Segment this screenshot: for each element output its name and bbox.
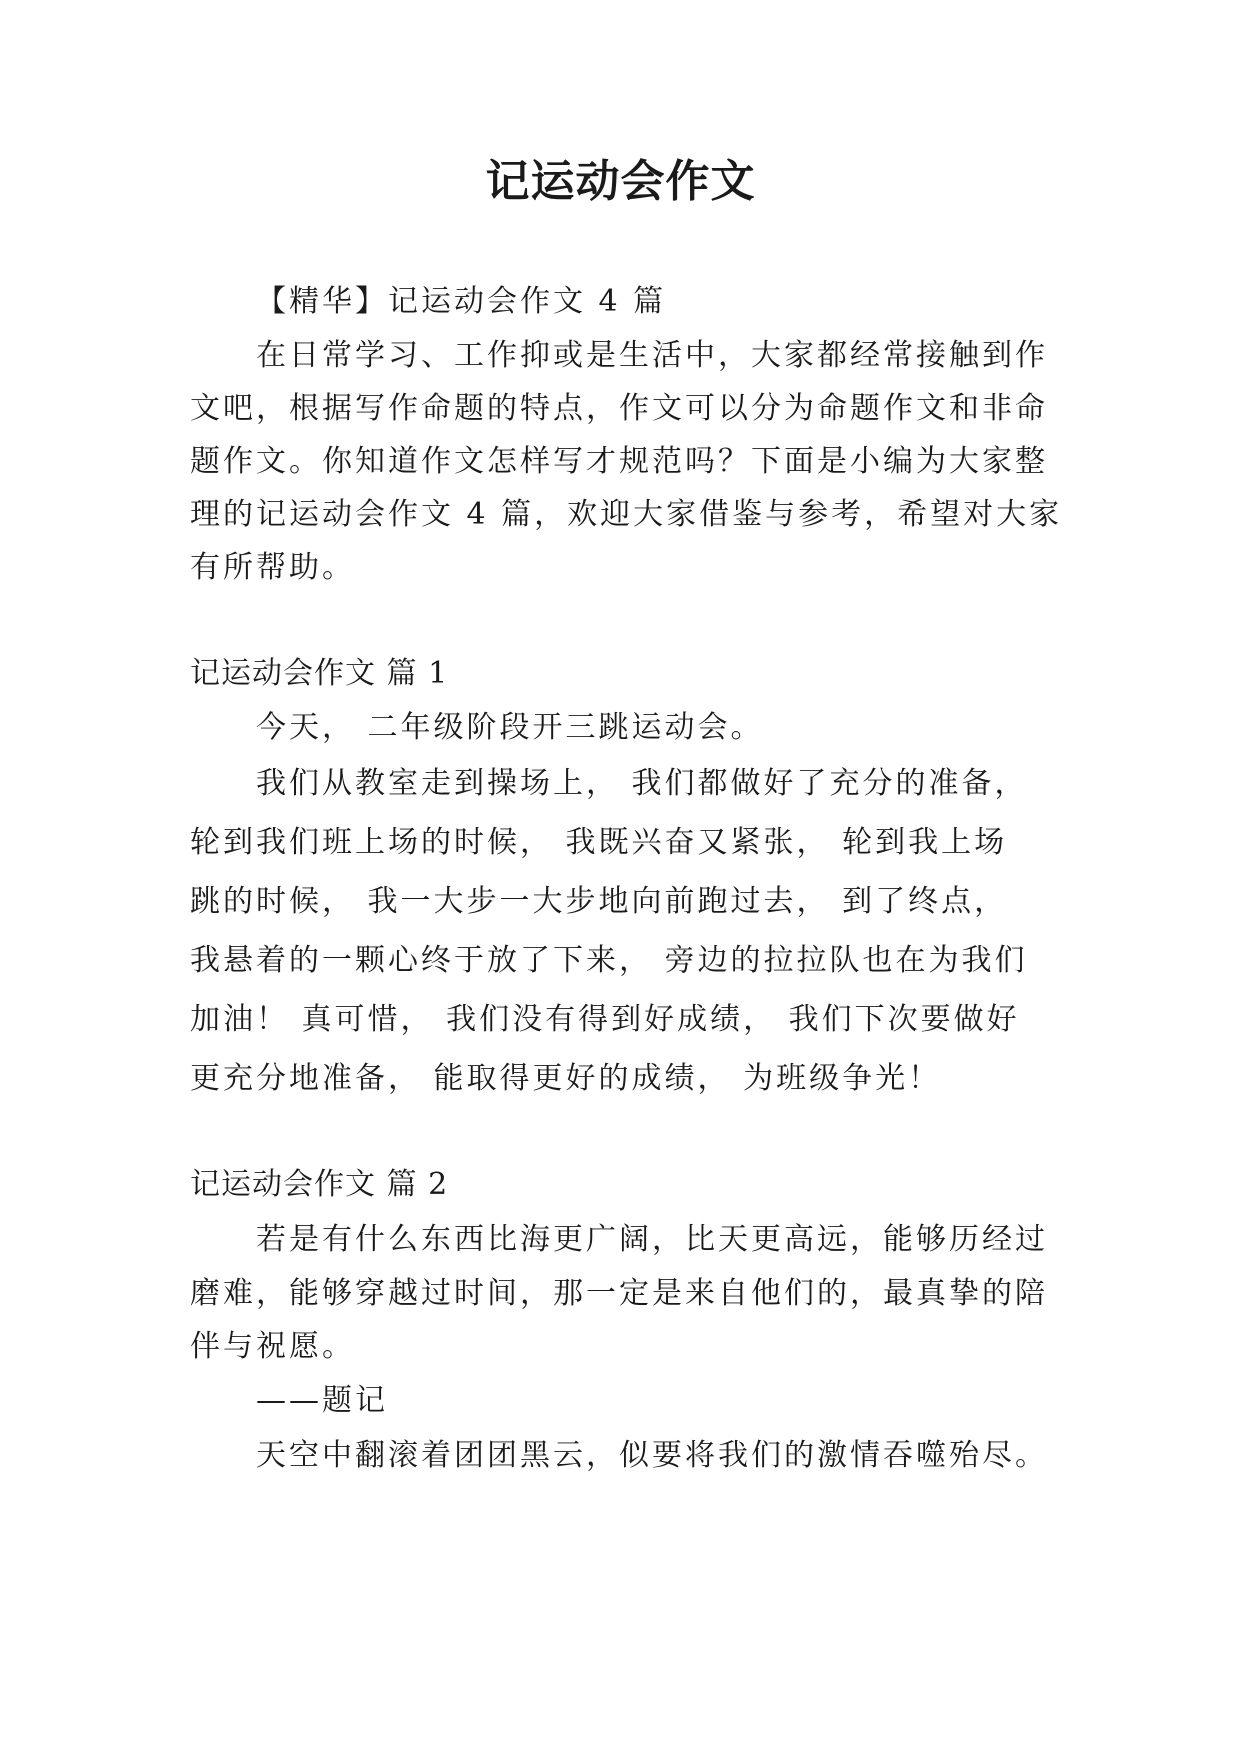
- intro-line: 文吧，根据写作命题的特点，作文可以分为命题作文和非命: [190, 391, 1048, 426]
- intro-line: 题作文。你知道作文怎样写才规范吗？下面是小编为大家整: [190, 444, 1048, 479]
- article-2-line: 天空中翻滚着团团黑云，似要将我们的激情吞噬殆尽。: [256, 1438, 1048, 1473]
- article-2-line: 磨难，能够穿越过时间，那一定是来自他们的，最真挚的陪: [190, 1276, 1048, 1311]
- article-1-line: 今天， 二年级阶段开三跳运动会。: [256, 710, 764, 745]
- intro-line: 理的记运动会作文 4 篇，欢迎大家借鉴与参考，希望对大家: [190, 497, 1063, 532]
- article-1-line: 我们从教室走到操场上， 我们都做好了充分的准备，: [256, 766, 1028, 801]
- article-1-line: 轮到我们班上场的时候， 我既兴奋又紧张， 轮到我上场: [190, 825, 1008, 860]
- article-2-line: 若是有什么东西比海更广阔，比天更高远，能够历经过: [256, 1222, 1048, 1257]
- document-title: 记运动会作文: [485, 156, 756, 207]
- intro-subtitle: 【精华】记运动会作文 4 篇: [256, 284, 667, 319]
- article-1-line: 我悬着的一颗心终于放了下来， 旁边的拉拉队也在为我们: [190, 943, 1028, 978]
- article-1-heading: 记运动会作文 篇 1: [190, 656, 449, 691]
- article-2-epigraph: ——题记: [256, 1383, 388, 1418]
- article-2-line: 伴与祝愿。: [190, 1329, 355, 1364]
- article-1-line: 加油！ 真可惜， 我们没有得到好成绩， 我们下次要做好: [190, 1002, 1020, 1037]
- article-2-heading: 记运动会作文 篇 2: [190, 1167, 449, 1202]
- article-1-line: 更充分地准备， 能取得更好的成绩， 为班级争光！: [190, 1061, 942, 1096]
- intro-line: 在日常学习、工作抑或是生活中，大家都经常接触到作: [256, 338, 1048, 373]
- article-1-line: 跳的时候， 我一大步一大步地向前跑过去， 到了终点，: [190, 884, 1008, 919]
- intro-line: 有所帮助。: [190, 550, 355, 585]
